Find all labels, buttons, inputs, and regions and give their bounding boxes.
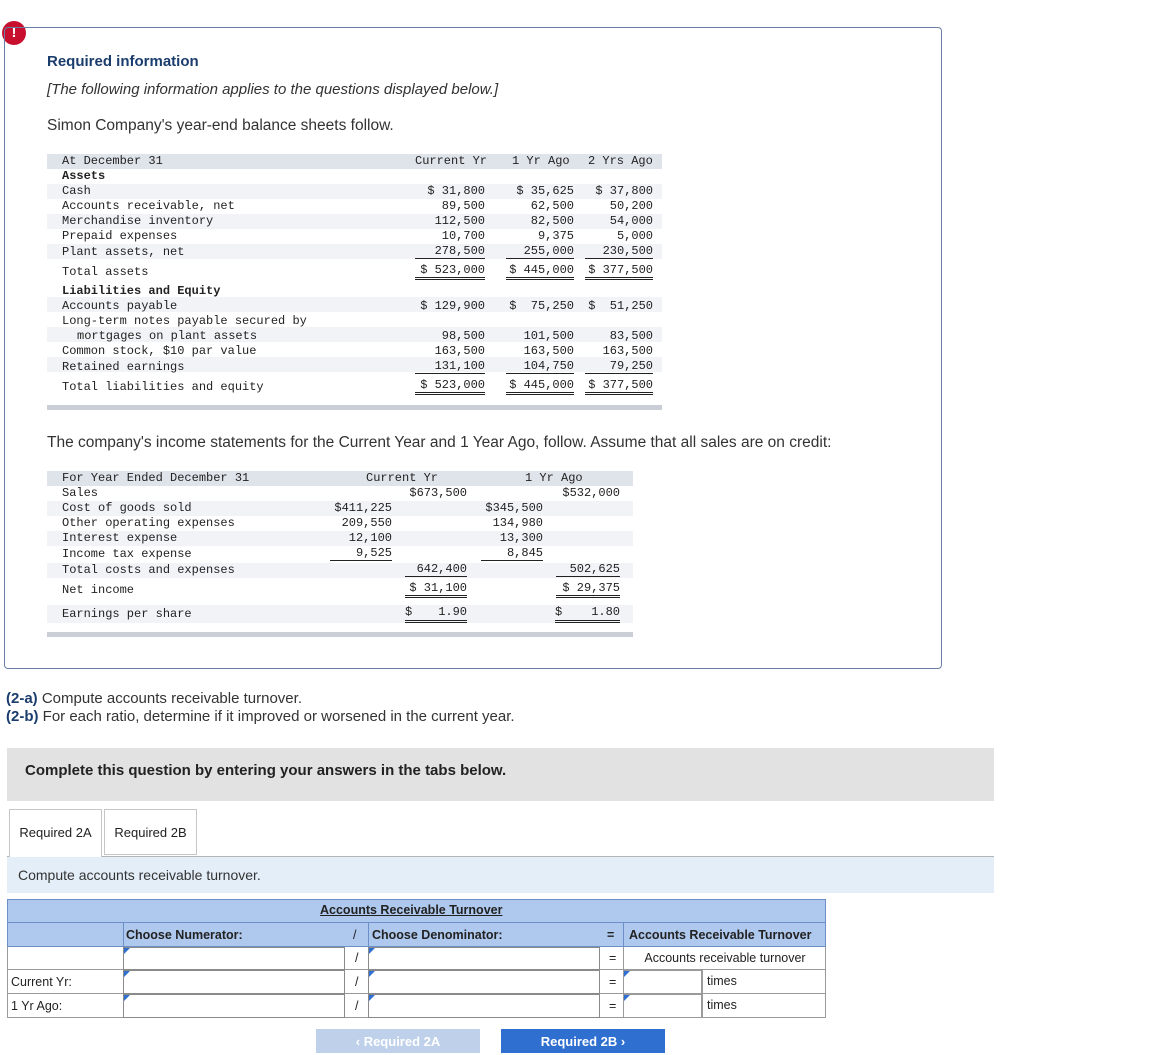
question-2a bbox=[6, 690, 302, 707]
instruction-text: Compute accounts receivable turnover. bbox=[18, 867, 261, 883]
alert-icon: ! bbox=[2, 21, 26, 45]
total-le-1yr: $ 445,000 bbox=[506, 378, 574, 395]
notes-label-line2: mortgages on plant assets bbox=[77, 329, 258, 343]
total-assets-label: Total assets bbox=[62, 265, 149, 279]
current-denominator-input[interactable] bbox=[368, 970, 600, 994]
prior-numerator-input[interactable] bbox=[123, 994, 345, 1018]
liabilities-heading: Liabilities and Equity bbox=[62, 284, 221, 298]
slash-row2: / bbox=[355, 975, 359, 989]
numerator-header: Choose Numerator: bbox=[126, 928, 243, 942]
bs-header-label: At December 31 bbox=[62, 154, 163, 168]
other-opex-label: Other operating expenses bbox=[62, 516, 235, 530]
interest-current: 12,100 bbox=[348, 531, 392, 545]
question-2a-tag: (2-a) bbox=[6, 690, 38, 707]
next-button-label: Required 2B bbox=[540, 1034, 618, 1049]
notes-1yr: 101,500 bbox=[523, 329, 574, 343]
ap-2yr: $ 51,250 bbox=[588, 299, 653, 313]
is-header-current: Current Yr bbox=[366, 471, 439, 485]
interest-1yr: 13,300 bbox=[499, 531, 543, 545]
notes-current: 98,500 bbox=[441, 329, 485, 343]
prepaid-1yr: 9,375 bbox=[537, 229, 574, 243]
other-opex-1yr: 134,980 bbox=[492, 516, 543, 530]
sales-1yr: $532,000 bbox=[562, 486, 620, 500]
ar-1yr: 62,500 bbox=[530, 199, 574, 213]
required-info-subtitle: [The following information applies to the questions displayed below.] bbox=[47, 81, 499, 98]
cogs-1yr: $345,500 bbox=[485, 501, 543, 515]
next-required-2b-button[interactable] bbox=[501, 1029, 665, 1053]
ar-current: 89,500 bbox=[441, 199, 485, 213]
current-yr-label: Current Yr: bbox=[11, 975, 72, 989]
equals-header: = bbox=[607, 928, 615, 942]
tax-label: Income tax expense bbox=[62, 547, 192, 561]
bs-header-current: Current Yr bbox=[415, 154, 488, 168]
complete-question-banner bbox=[7, 748, 994, 801]
equals-row3: = bbox=[609, 999, 617, 1013]
is-header-label: For Year Ended December 31 bbox=[62, 471, 250, 485]
inventory-1yr: 82,500 bbox=[530, 214, 574, 228]
total-assets-1yr: $ 445,000 bbox=[506, 263, 574, 280]
tax-1yr: 8,845 bbox=[481, 546, 543, 561]
eps-label: Earnings per share bbox=[62, 607, 192, 621]
stock-2yr: 163,500 bbox=[602, 344, 653, 358]
prev-required-2a-button[interactable] bbox=[316, 1029, 480, 1053]
complete-question-text: Complete this question by entering your answers in the tabs below. bbox=[25, 762, 507, 779]
notes-label-line1: Long-term notes payable secured by bbox=[62, 314, 307, 328]
denominator-label-input[interactable] bbox=[368, 947, 600, 970]
total-assets-2yr: $ 377,500 bbox=[585, 263, 653, 280]
plant-2yr: 230,500 bbox=[585, 244, 653, 259]
total-costs-current: 642,400 bbox=[405, 562, 467, 577]
stock-current: 163,500 bbox=[434, 344, 485, 358]
eps-1yr: 1.80 bbox=[591, 605, 620, 619]
eps-1yr-box bbox=[555, 605, 620, 623]
total-assets-current: $ 523,000 bbox=[415, 263, 485, 280]
ap-label: Accounts payable bbox=[62, 299, 178, 313]
instruction-bar bbox=[7, 857, 994, 893]
cash-1yr: $ 35,625 bbox=[516, 184, 574, 198]
plant-label: Plant assets, net bbox=[62, 245, 185, 259]
is-header-1yr: 1 Yr Ago bbox=[525, 471, 583, 485]
prepaid-label: Prepaid expenses bbox=[62, 229, 178, 243]
prior-times-unit: times bbox=[702, 994, 826, 1018]
prior-turnover-input[interactable] bbox=[623, 994, 702, 1018]
ar-2yr: 50,200 bbox=[609, 199, 653, 213]
retained-label: Retained earnings bbox=[62, 360, 185, 374]
question-2b bbox=[6, 708, 515, 725]
inventory-current: 112,500 bbox=[434, 214, 485, 228]
cash-label: Cash bbox=[62, 184, 91, 198]
other-opex-current: 209,550 bbox=[341, 516, 392, 530]
eps-current: 1.90 bbox=[438, 605, 467, 619]
ap-1yr: $ 75,250 bbox=[509, 299, 574, 313]
total-le-current: $ 523,000 bbox=[415, 378, 485, 395]
balance-sheet-intro: Simon Company's year-end balance sheets follow. bbox=[47, 117, 394, 134]
prev-button-label: Required 2A bbox=[363, 1034, 441, 1049]
question-2b-tag: (2-b) bbox=[6, 708, 39, 725]
current-turnover-input[interactable] bbox=[623, 970, 702, 994]
ap-current: $ 129,900 bbox=[420, 299, 485, 313]
bs-header-2yr: 2 Yrs Ago bbox=[588, 154, 653, 168]
cash-current: $ 31,800 bbox=[427, 184, 485, 198]
current-numerator-input[interactable] bbox=[123, 970, 345, 994]
ar-label: Accounts receivable, net bbox=[62, 199, 235, 213]
eps-current-symbol: $ bbox=[405, 605, 413, 619]
result-header: Accounts Receivable Turnover bbox=[629, 928, 812, 942]
total-le-2yr: $ 377,500 bbox=[585, 378, 653, 395]
sales-current: $673,500 bbox=[409, 486, 467, 500]
assets-heading: Assets bbox=[62, 169, 106, 183]
eps-current-box bbox=[405, 605, 467, 623]
required-info-title: Required information bbox=[47, 53, 199, 70]
notes-2yr: 83,500 bbox=[609, 329, 653, 343]
total-le-label: Total liabilities and equity bbox=[62, 380, 264, 394]
question-2a-text: Compute accounts receivable turnover. bbox=[41, 690, 302, 707]
retained-1yr: 104,750 bbox=[506, 359, 574, 374]
slash-header: / bbox=[353, 928, 357, 942]
equals-row2: = bbox=[609, 975, 617, 989]
retained-current: 131,100 bbox=[415, 359, 485, 374]
net-income-label: Net income bbox=[62, 583, 135, 597]
inventory-2yr: 54,000 bbox=[609, 214, 653, 228]
sales-label: Sales bbox=[62, 486, 99, 500]
interest-label: Interest expense bbox=[62, 531, 178, 545]
cogs-label: Cost of goods sold bbox=[62, 501, 192, 515]
total-costs-label: Total costs and expenses bbox=[62, 563, 235, 577]
chevron-right-icon: › bbox=[620, 1034, 626, 1049]
prepaid-current: 10,700 bbox=[441, 229, 485, 243]
tax-current: 9,525 bbox=[330, 546, 392, 561]
answer-table-title: Accounts Receivable Turnover bbox=[320, 903, 503, 917]
equals-row1: = bbox=[609, 951, 617, 965]
inventory-label: Merchandise inventory bbox=[62, 214, 214, 228]
income-statement-table bbox=[47, 471, 633, 641]
stock-1yr: 163,500 bbox=[523, 344, 574, 358]
current-times-unit: times bbox=[702, 970, 826, 994]
total-costs-1yr: 502,625 bbox=[556, 562, 620, 577]
plant-current: 278,500 bbox=[415, 244, 485, 259]
denominator-header: Choose Denominator: bbox=[372, 928, 503, 942]
numerator-label-input[interactable] bbox=[123, 947, 345, 970]
plant-1yr: 255,000 bbox=[506, 244, 574, 259]
tab-required-2a[interactable]: Required 2A bbox=[9, 809, 102, 857]
eps-1yr-symbol: $ bbox=[555, 605, 563, 619]
prior-yr-label: 1 Yr Ago: bbox=[11, 999, 63, 1013]
slash-row3: / bbox=[355, 999, 359, 1013]
result-sublabel: Accounts receivable turnover bbox=[623, 947, 826, 970]
net-income-1yr: $ 29,375 bbox=[556, 581, 620, 598]
prepaid-2yr: 5,000 bbox=[616, 229, 653, 243]
prior-denominator-input[interactable] bbox=[368, 994, 600, 1018]
retained-2yr: 79,250 bbox=[585, 359, 653, 374]
net-income-current: $ 31,100 bbox=[405, 581, 467, 598]
chevron-left-icon: ‹ bbox=[355, 1034, 361, 1049]
cogs-current: $411,225 bbox=[334, 501, 392, 515]
question-2b-text: For each ratio, determine if it improved or worsened in the current year. bbox=[42, 708, 515, 725]
slash-row1: / bbox=[355, 951, 359, 965]
income-statement-intro: The company's income statements for the Current Year and 1 Year Ago, follow. Assume that all sales are on credit: bbox=[47, 434, 832, 451]
cash-2yr: $ 37,800 bbox=[595, 184, 653, 198]
stock-label: Common stock, $10 par value bbox=[62, 344, 257, 358]
tab-required-2b[interactable]: Required 2B bbox=[104, 809, 197, 855]
bs-header-1yr: 1 Yr Ago bbox=[512, 154, 570, 168]
